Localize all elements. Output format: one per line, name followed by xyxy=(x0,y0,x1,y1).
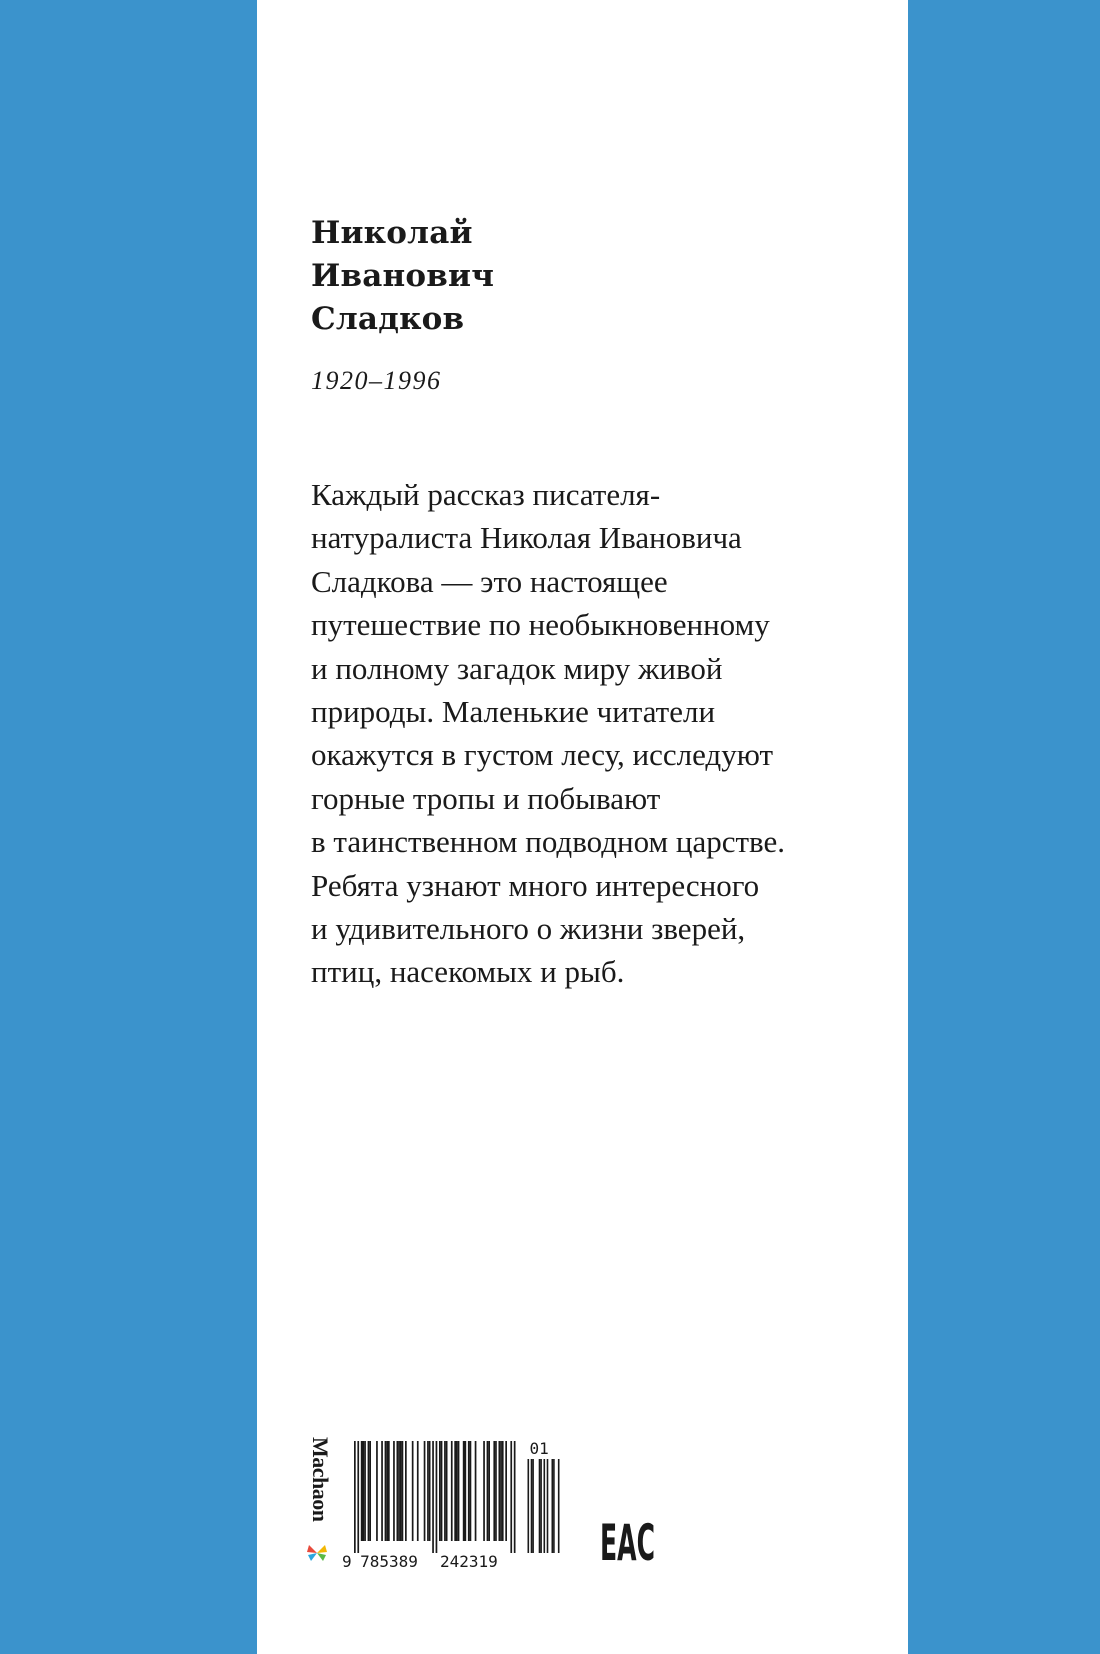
barcode-bar xyxy=(376,1441,378,1541)
barcode-bar xyxy=(405,1441,407,1541)
barcode-bar xyxy=(397,1441,399,1541)
publisher-logo xyxy=(304,1437,334,1562)
barcode-bar xyxy=(444,1441,446,1541)
barcode-bar xyxy=(381,1441,383,1541)
barcode-bar xyxy=(514,1441,516,1553)
description-line: птиц, насекомых и рыб. xyxy=(311,954,625,990)
description-line: окажутся в густом лесу, исследуют xyxy=(311,737,773,773)
description-line: Каждый рассказ писателя- xyxy=(311,477,661,512)
barcode-addon-bar xyxy=(547,1459,549,1553)
description-line: Ребята узнают много интересного xyxy=(311,867,760,903)
butterfly-icon xyxy=(307,1545,327,1561)
back-cover-panel xyxy=(257,0,908,1654)
publisher-name: Machaon xyxy=(308,1437,333,1522)
barcode-bar xyxy=(439,1441,441,1541)
author-years: 1920–1996 xyxy=(311,366,442,395)
barcode-bar xyxy=(502,1441,504,1541)
barcode-bar xyxy=(412,1441,414,1541)
barcode-bar xyxy=(429,1441,431,1541)
barcode-bar xyxy=(456,1441,458,1541)
barcode-bar xyxy=(393,1441,395,1541)
eac-certification-mark xyxy=(600,1514,655,1572)
barcode-bar xyxy=(417,1441,419,1541)
svg-text:EAC: EAC xyxy=(600,1514,655,1572)
barcode-bar xyxy=(436,1441,438,1553)
description-line: горные тропы и побывают xyxy=(311,780,661,816)
description-line: в таинственном подводном царстве. xyxy=(311,824,785,860)
description-line: и полному загадок миру живой xyxy=(311,650,723,686)
description-line: природы. Маленькие читатели xyxy=(311,694,716,730)
barcode-bar xyxy=(385,1441,387,1541)
barcode-bar xyxy=(499,1441,501,1541)
barcode-bar xyxy=(388,1441,390,1541)
barcode-bar xyxy=(465,1441,467,1541)
barcode-digit: 9 xyxy=(342,1552,352,1571)
barcode-bar xyxy=(488,1441,490,1541)
barcode-addon-bar xyxy=(532,1459,534,1553)
barcode-addon-bar xyxy=(528,1459,530,1553)
author-last-name: Сладков xyxy=(311,301,465,337)
barcode-bar xyxy=(505,1441,507,1541)
barcode-bar xyxy=(468,1441,470,1541)
barcode-bar xyxy=(454,1441,456,1541)
barcode-bar xyxy=(354,1441,356,1553)
barcode-bar xyxy=(493,1441,495,1541)
barcode-bar xyxy=(483,1441,485,1541)
barcode-bar xyxy=(470,1441,472,1541)
description-line: Сладкова — это настоящее xyxy=(311,563,668,599)
barcode-bar xyxy=(432,1441,434,1553)
description-line: путешествие по необыкновенному xyxy=(311,607,770,643)
barcode-addon-bar xyxy=(552,1459,554,1553)
barcode-bar xyxy=(475,1441,477,1541)
barcode-bar xyxy=(441,1441,443,1541)
barcode-addon-bar xyxy=(531,1459,533,1553)
barcode-bar xyxy=(446,1441,448,1541)
barcode-bar xyxy=(364,1441,366,1541)
isbn-barcode xyxy=(340,1437,549,1571)
author-patronymic: Иванович xyxy=(311,258,495,294)
barcode-bar xyxy=(363,1441,365,1541)
author-name xyxy=(311,212,494,341)
barcode-bars xyxy=(340,1437,549,1571)
barcode-bar xyxy=(357,1441,359,1553)
description-line: натуралиста Николая Ивановича xyxy=(311,520,742,556)
barcode-addon-bar xyxy=(553,1459,555,1553)
barcode-bar xyxy=(386,1441,388,1541)
barcode-bar xyxy=(369,1441,371,1541)
barcode-digit: 242319 xyxy=(440,1552,498,1571)
barcode-bar xyxy=(400,1441,402,1541)
barcode-addon-bar xyxy=(539,1459,541,1553)
author-first-name: Николай xyxy=(311,215,473,251)
barcode-bar xyxy=(463,1441,465,1541)
barcode-bar xyxy=(398,1441,400,1541)
barcode-bar xyxy=(510,1441,512,1553)
barcode-addon-bar xyxy=(558,1459,560,1553)
barcode-addon-bar xyxy=(540,1459,542,1553)
barcode-bar xyxy=(495,1441,497,1541)
barcode-bar xyxy=(368,1441,370,1541)
barcode-digit: 785389 xyxy=(360,1552,418,1571)
barcode-bar xyxy=(402,1441,404,1541)
barcode-bar xyxy=(487,1441,489,1541)
barcode-bar xyxy=(458,1441,460,1541)
barcode-bar xyxy=(424,1441,426,1541)
barcode-bar xyxy=(427,1441,429,1541)
barcode-bar xyxy=(361,1441,363,1541)
book-description xyxy=(311,473,871,994)
barcode-bar xyxy=(451,1441,453,1541)
description-line: и удивительного о жизни зверей, xyxy=(311,911,746,947)
barcode-addon-digits: 01 xyxy=(529,1439,549,1458)
barcode-bar xyxy=(500,1441,502,1541)
barcode-addon-bar xyxy=(544,1459,546,1553)
